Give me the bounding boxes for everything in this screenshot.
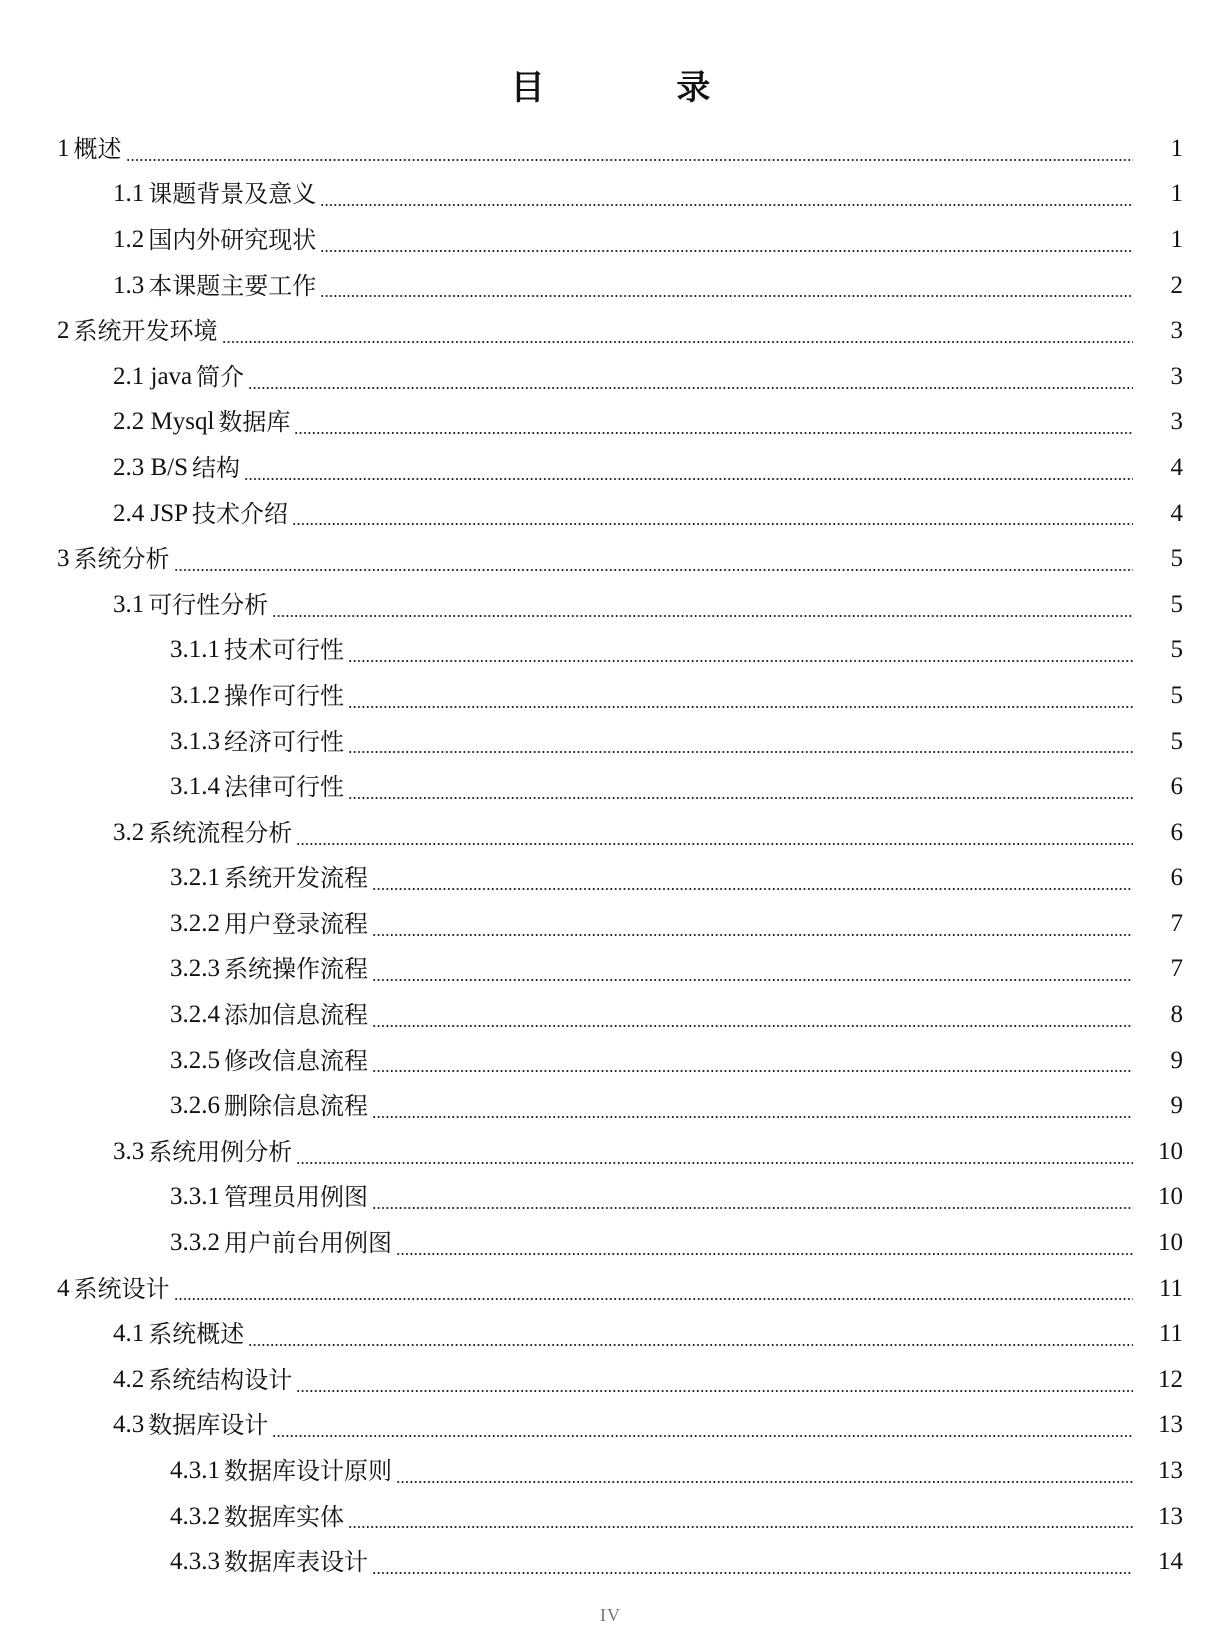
toc-page-number: 6 (1170, 864, 1183, 892)
toc-entry-number: 3.2.3 (170, 955, 220, 983)
toc-entry-number: 3.2.5 (170, 1046, 220, 1074)
toc-entry[interactable] (0, 1083, 1221, 1129)
toc-entry-title: 系统操作流程 (224, 955, 368, 984)
toc-entry[interactable] (0, 1220, 1221, 1266)
toc-entry-number: 2.4 JSP (113, 499, 189, 527)
toc-dot-leader (272, 615, 1133, 617)
toc-entry-number: 4.3 (113, 1411, 145, 1439)
toc-page-number: 11 (1158, 1320, 1183, 1348)
toc-page-number: 7 (1170, 909, 1183, 937)
toc-entry-title: 添加信息流程 (224, 1001, 368, 1030)
toc-entry-number: 1 (57, 134, 70, 162)
toc-entry-number: 1.2 (113, 225, 145, 253)
toc-entry-number: 4.2 (113, 1365, 145, 1393)
toc-dot-leader (174, 1298, 1134, 1300)
toc-dot-leader (292, 523, 1133, 525)
toc-entry[interactable] (0, 628, 1221, 674)
toc-entry[interactable] (0, 1539, 1221, 1585)
toc-dot-leader (126, 159, 1134, 161)
toc-entry-title: 系统流程分析 (148, 818, 293, 847)
toc-page-number: 5 (1170, 545, 1183, 573)
toc-entry[interactable] (0, 308, 1221, 354)
toc-dot-leader (272, 1435, 1133, 1437)
toc-page-number: 4 (1170, 499, 1183, 527)
toc-entry[interactable] (0, 1129, 1221, 1175)
toc-entry-number: 3.2 (113, 818, 145, 846)
toc-dot-leader (372, 1116, 1133, 1118)
toc-dot-leader (372, 1207, 1133, 1209)
toc-entry-number: 2.2 Mysql (113, 408, 215, 436)
toc-dot-leader (248, 1344, 1133, 1346)
toc-entry[interactable] (0, 1038, 1221, 1084)
toc-page-number: 6 (1170, 773, 1183, 801)
toc-entry-number: 4.3.1 (170, 1457, 220, 1485)
toc-page-number: 11 (1158, 1274, 1183, 1302)
toc-entry-number: 2.1 java (113, 362, 193, 390)
toc-entry-title: 结构 (192, 453, 241, 482)
toc-page-number: 9 (1170, 1092, 1183, 1120)
toc-entry[interactable] (0, 445, 1221, 491)
toc-dot-leader (244, 478, 1133, 480)
toc-entry-number: 3.2.1 (170, 864, 220, 892)
toc-entry-number: 4.3.3 (170, 1548, 220, 1576)
toc-page-number: 7 (1170, 955, 1183, 983)
toc-dot-leader (372, 979, 1133, 981)
toc-entry[interactable] (0, 719, 1221, 765)
toc-entry-title: 系统开发环境 (73, 317, 218, 346)
toc-entry[interactable] (0, 172, 1221, 218)
toc-entry-title: 删除信息流程 (224, 1092, 368, 1121)
toc-entry-number: 3.2.4 (170, 1001, 220, 1029)
toc-dot-leader (372, 934, 1133, 936)
toc-entry-title: 数据库 (218, 408, 291, 437)
toc-entry-title: 系统设计 (73, 1274, 170, 1303)
toc-page-number: 3 (1170, 317, 1183, 345)
toc-entry-title: 系统开发流程 (224, 864, 368, 893)
toc-dot-leader (348, 706, 1133, 708)
toc-entry-title: 概述 (73, 134, 122, 163)
page-number: IV (600, 1605, 621, 1625)
toc-dot-leader (372, 1025, 1133, 1027)
toc-entry-title: 系统分析 (73, 545, 170, 574)
toc-entry-title: 系统用例分析 (148, 1137, 293, 1166)
toc-entry-title: 管理员用例图 (224, 1183, 368, 1212)
toc-entry-title: 系统概述 (148, 1320, 245, 1349)
toc-page-number: 5 (1170, 590, 1183, 618)
toc-entry[interactable] (0, 1448, 1221, 1494)
toc-entry[interactable] (0, 1175, 1221, 1221)
toc-dot-leader (248, 387, 1133, 389)
toc-entry[interactable] (0, 992, 1221, 1038)
toc-entry[interactable] (0, 354, 1221, 400)
toc-page-number: 10 (1158, 1229, 1183, 1257)
toc-page-number: 1 (1170, 134, 1183, 162)
toc-page-number: 5 (1170, 636, 1183, 664)
toc-entry-number: 3.1.2 (170, 681, 220, 709)
toc-dot-leader (296, 1162, 1133, 1164)
toc-page-number: 3 (1170, 408, 1183, 436)
toc-entry[interactable] (0, 582, 1221, 628)
toc-page-number: 1 (1170, 180, 1183, 208)
toc-entry-title: 本课题主要工作 (148, 271, 317, 300)
toc-dot-leader (320, 204, 1133, 206)
toc-dot-leader (296, 843, 1133, 845)
toc-dot-leader (174, 569, 1134, 571)
toc-page-number: 10 (1158, 1183, 1183, 1211)
toc-entry-number: 3.3 (113, 1137, 145, 1165)
toc-page-number: 6 (1170, 818, 1183, 846)
toc-page-number: 2 (1170, 271, 1183, 299)
toc-entry-number: 3.3.2 (170, 1229, 220, 1257)
toc-page-number: 9 (1170, 1046, 1183, 1074)
toc-entry-title: 数据库设计原则 (224, 1457, 392, 1486)
toc-entry-number: 4 (57, 1274, 70, 1302)
toc-entry[interactable] (0, 400, 1221, 446)
toc-page-number: 8 (1170, 1001, 1183, 1029)
toc-entry[interactable] (0, 1403, 1221, 1449)
toc-entry[interactable] (0, 947, 1221, 993)
toc-entry-title: 国内外研究现状 (148, 225, 317, 254)
toc-entry-number: 3.1 (113, 590, 145, 618)
toc-entry-title: 技术介绍 (192, 499, 289, 528)
toc-entry[interactable] (0, 491, 1221, 537)
toc-page-number: 3 (1170, 362, 1183, 390)
toc-dot-leader (348, 1526, 1133, 1528)
table-of-contents (0, 126, 1221, 1585)
toc-page-number: 13 (1158, 1411, 1183, 1439)
toc-entry[interactable] (0, 1311, 1221, 1357)
toc-entry-title: 用户登录流程 (224, 909, 368, 938)
toc-entry-number: 3.2.6 (170, 1092, 220, 1120)
toc-entry-title: 数据库实体 (224, 1502, 344, 1531)
toc-entry[interactable] (0, 673, 1221, 719)
toc-entry-number: 1.3 (113, 271, 145, 299)
toc-entry-number: 3.1.1 (170, 636, 220, 664)
toc-page-number: 5 (1170, 681, 1183, 709)
toc-page-number: 12 (1158, 1365, 1183, 1393)
toc-entry[interactable] (0, 536, 1221, 582)
toc-dot-leader (294, 432, 1133, 434)
toc-entry-title: 课题背景及意义 (148, 180, 317, 209)
toc-dot-leader (348, 660, 1133, 662)
toc-entry-number: 3.3.1 (170, 1183, 220, 1211)
toc-entry-title: 技术可行性 (224, 636, 344, 665)
toc-dot-leader (222, 341, 1134, 343)
toc-entry[interactable] (0, 126, 1221, 172)
toc-entry-title: 操作可行性 (224, 681, 344, 710)
toc-page-number: 13 (1158, 1457, 1183, 1485)
toc-dot-leader (396, 1481, 1133, 1483)
toc-entry-title: 经济可行性 (224, 727, 344, 756)
toc-entry-title: 数据库设计 (148, 1411, 269, 1440)
toc-entry-number: 3.1.3 (170, 727, 220, 755)
toc-entry-number: 1.1 (113, 180, 145, 208)
toc-entry[interactable] (0, 901, 1221, 947)
page-title: 目 录 (510, 68, 771, 108)
toc-page-number: 5 (1170, 727, 1183, 755)
toc-entry-number: 4.1 (113, 1320, 145, 1348)
toc-entry[interactable] (0, 263, 1221, 309)
toc-dot-leader (372, 1572, 1133, 1574)
toc-dot-leader (320, 295, 1133, 297)
toc-entry-number: 3.2.2 (170, 909, 220, 937)
toc-entry-number: 3 (57, 545, 70, 573)
toc-entry-number: 2 (57, 317, 70, 345)
toc-entry-title: 简介 (196, 362, 245, 391)
toc-page-number: 14 (1158, 1548, 1183, 1576)
toc-entry[interactable] (0, 810, 1221, 856)
toc-dot-leader (372, 888, 1133, 890)
toc-dot-leader (372, 1070, 1133, 1072)
toc-entry[interactable] (0, 856, 1221, 902)
toc-dot-leader (320, 250, 1133, 252)
toc-entry-title: 用户前台用例图 (224, 1229, 392, 1258)
toc-entry[interactable] (0, 217, 1221, 263)
toc-dot-leader (348, 751, 1133, 753)
toc-dot-leader (296, 1390, 1133, 1392)
toc-entry-number: 2.3 B/S (113, 453, 189, 481)
toc-page-number: 4 (1170, 453, 1183, 481)
toc-entry-title: 系统结构设计 (148, 1365, 293, 1394)
toc-entry[interactable] (0, 764, 1221, 810)
toc-page-number: 10 (1158, 1137, 1183, 1165)
toc-entry[interactable] (0, 1357, 1221, 1403)
toc-entry-number: 4.3.2 (170, 1502, 220, 1530)
toc-entry-number: 3.1.4 (170, 773, 220, 801)
toc-dot-leader (348, 797, 1133, 799)
toc-page-number: 13 (1158, 1502, 1183, 1530)
toc-entry-title: 可行性分析 (148, 590, 269, 619)
toc-entry[interactable] (0, 1494, 1221, 1540)
toc-entry-title: 数据库表设计 (224, 1548, 368, 1577)
toc-page-number: 1 (1170, 225, 1183, 253)
toc-entry-title: 修改信息流程 (224, 1046, 368, 1075)
toc-dot-leader (396, 1253, 1133, 1255)
toc-entry[interactable] (0, 1266, 1221, 1312)
toc-entry-title: 法律可行性 (224, 773, 344, 802)
